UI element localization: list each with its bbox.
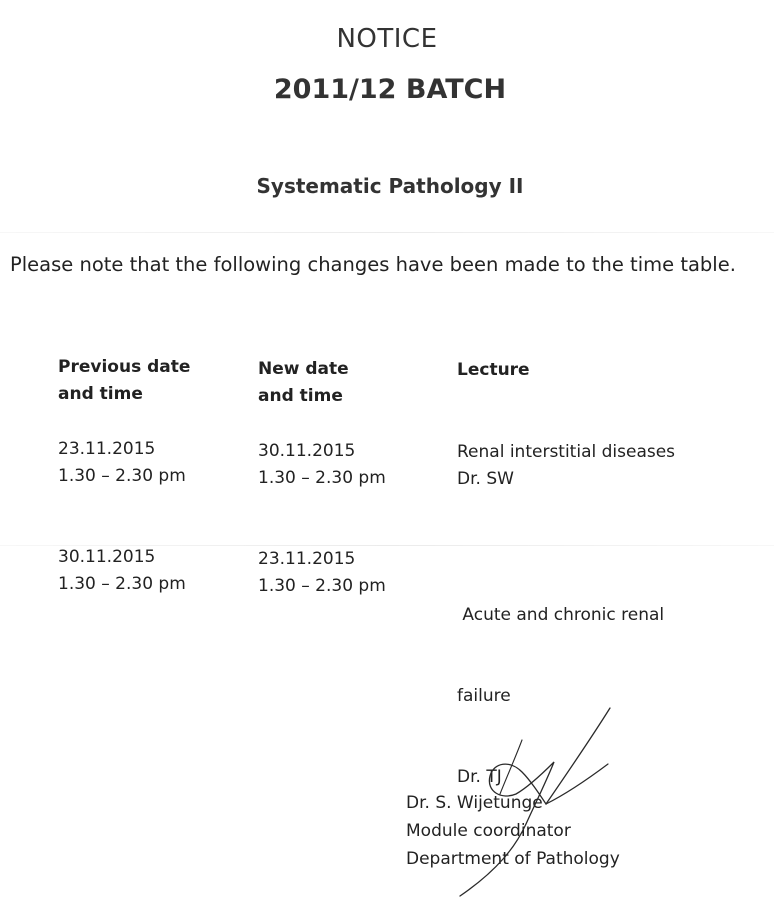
header-previous-date bbox=[58, 354, 190, 408]
row-1-lecturer: Dr. SW bbox=[457, 469, 514, 489]
row-2-lecturer: Dr. TJ bbox=[457, 767, 502, 787]
header-lecture-line-1: Lecture bbox=[457, 360, 530, 380]
row-2-new bbox=[258, 546, 386, 600]
row-2-previous-date: 30.11.2015 bbox=[58, 547, 156, 567]
intro-text: Please note that the following changes have been made to the time table. bbox=[10, 253, 736, 276]
signatory-name: Dr. S. Wijetunge bbox=[406, 793, 543, 813]
row-2-lecture-title-line-2: failure bbox=[457, 686, 511, 706]
header-previous-line-1: Previous date bbox=[58, 357, 191, 377]
row-1-previous-date: 23.11.2015 bbox=[58, 439, 156, 459]
row-1-previous-time: 1.30 – 2.30 pm bbox=[58, 466, 186, 486]
header-previous-line-2: and time bbox=[58, 384, 143, 404]
header-new-line-2: and time bbox=[258, 386, 343, 406]
batch-heading: 2011/12 BATCH bbox=[273, 74, 507, 105]
signatory-department: Department of Pathology bbox=[406, 849, 620, 869]
row-2-lecture-title-line-1: Acute and chronic renal bbox=[457, 605, 665, 625]
row-1-new-date: 30.11.2015 bbox=[258, 441, 356, 461]
row-1-lecture bbox=[457, 439, 675, 493]
header-new-date bbox=[258, 356, 349, 410]
row-1-lecture-title: Renal interstitial diseases bbox=[457, 442, 676, 462]
row-2-new-date: 23.11.2015 bbox=[258, 549, 356, 569]
notice-title: NOTICE bbox=[336, 24, 438, 54]
signatory-role: Module coordinator bbox=[406, 821, 571, 841]
paper-fold-1 bbox=[0, 232, 774, 233]
header-new-line-1: New date bbox=[258, 359, 349, 379]
subject-heading: Systematic Pathology II bbox=[256, 174, 524, 198]
row-2-previous bbox=[58, 544, 186, 598]
row-2-new-time: 1.30 – 2.30 pm bbox=[258, 576, 386, 596]
row-1-new-time: 1.30 – 2.30 pm bbox=[258, 468, 386, 488]
row-1-new bbox=[258, 438, 386, 492]
row-2-previous-time: 1.30 – 2.30 pm bbox=[58, 574, 186, 594]
row-1-previous bbox=[58, 436, 186, 490]
header-lecture bbox=[457, 357, 530, 384]
handwritten-signature-icon bbox=[450, 700, 630, 900]
